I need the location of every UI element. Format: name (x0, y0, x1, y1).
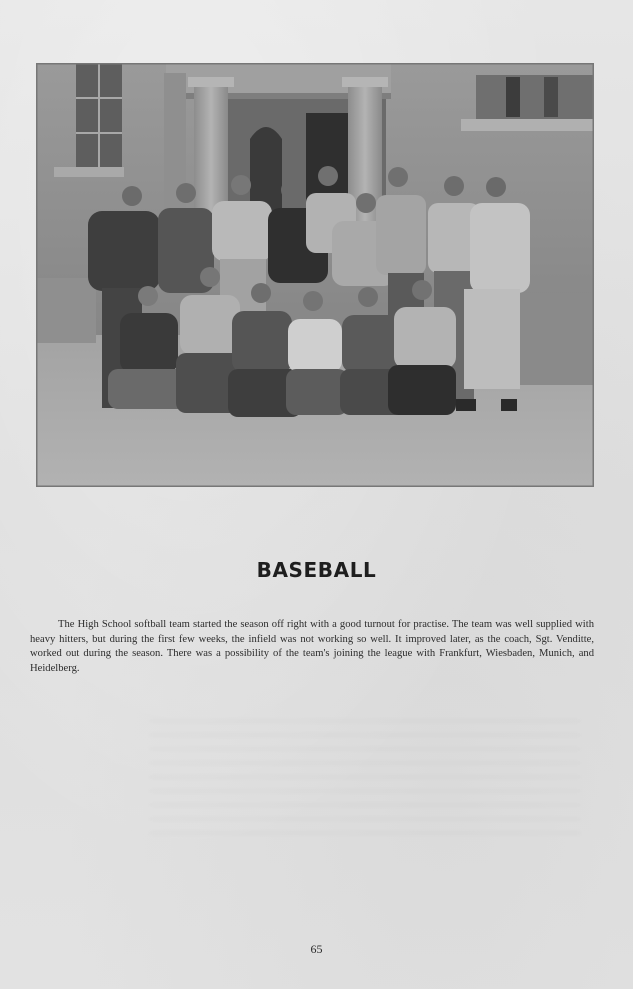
show-through-texture (150, 720, 580, 840)
page-heading: BASEBALL (256, 558, 377, 582)
team-photo (36, 63, 594, 487)
page-number: 65 (310, 942, 323, 956)
article-paragraph: The High School softball team started the season off right with a good turnout for practise. The team was well supplied with heavy hitters, but during the first few weeks, the infield was not working so well. It improved later, as the coach, Sgt. Venditte, worked out during the season. There was a possibility of the team's joining the league with Frankfurt, Wiesbaden, Munich, and Heidelberg. (30, 619, 594, 674)
